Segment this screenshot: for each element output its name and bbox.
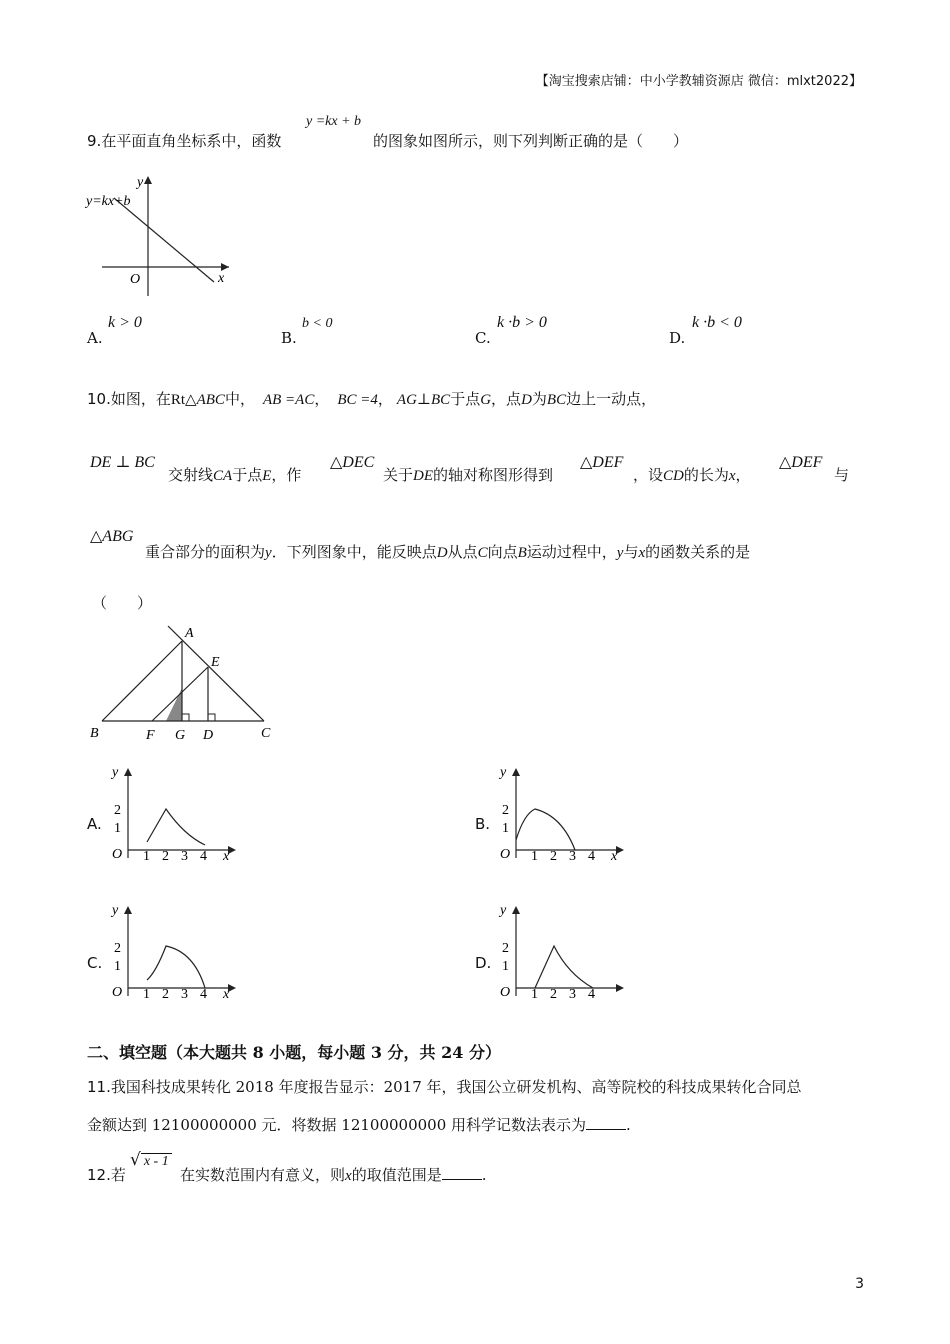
q10-d-xtick-4: 4	[588, 987, 595, 1002]
sqrt-icon: √	[130, 1150, 141, 1170]
q10-a-xtick-3: 3	[181, 849, 188, 864]
q9-y-label: y	[137, 175, 144, 190]
q10-text: 于点	[232, 466, 263, 484]
q9-option-b-letter: B.	[281, 329, 297, 347]
q10-option-d-graph	[494, 900, 634, 1004]
q10-g: G	[480, 392, 492, 408]
q10-line3	[145, 541, 750, 562]
q10-label-e: E	[211, 655, 220, 670]
q10-label-f: F	[146, 728, 155, 743]
section-2-title: 二、填空题（本大题共 8 小题，每小题 3 分，共 24 分）	[87, 1043, 501, 1062]
q10-b-x-label: x	[611, 849, 618, 864]
q9-x-label: x	[218, 271, 225, 286]
q9-option-c: k ·b > 0	[497, 314, 547, 331]
q9-y-arrow	[144, 176, 152, 184]
q11-text: 我国科技成果转化 2018 年度报告显示：2017 年，我国公立研发机构、高等院校的科技成果转化合同总	[110, 1078, 802, 1096]
q10-option-b-letter: B.	[475, 815, 491, 833]
q10-line2-a	[168, 464, 301, 485]
q10-text: 从点	[447, 543, 478, 561]
q10-y: y	[265, 545, 272, 561]
q10-a-x-label: x	[223, 849, 230, 864]
q10-d-xtick-3: 3	[569, 987, 576, 1002]
q10-text: 为	[531, 390, 547, 408]
q12-start	[87, 1164, 126, 1185]
q9-option-a-letter: A.	[87, 329, 103, 347]
page-number: 3	[855, 1276, 864, 1292]
q10-x: x	[638, 545, 646, 561]
q10-line2-c	[633, 464, 751, 485]
q10-text: 边上一动点，	[566, 390, 657, 408]
q10-label-c: C	[261, 726, 271, 741]
q12-answer-blank[interactable]	[442, 1178, 482, 1180]
q10-a-y-label: y	[112, 765, 119, 780]
q10-right-angle-d	[208, 714, 215, 721]
q10-c-x-label: x	[223, 987, 230, 1002]
q11-line2	[87, 1114, 631, 1135]
q10-ca: CA	[213, 468, 233, 484]
q11-end: .	[626, 1116, 631, 1134]
q10-text: 的长为	[683, 466, 729, 484]
q10-d: D	[436, 545, 448, 561]
q10-b-ytick-2: 2	[502, 803, 509, 818]
q10-d: D	[521, 392, 532, 408]
q10-c-xtick-3: 3	[181, 987, 188, 1002]
q10-text: 运动过程中，	[526, 543, 617, 561]
q10-a-ytick-2: 2	[114, 803, 121, 818]
q10-right-angle-g	[182, 714, 189, 721]
q12-end: .	[481, 1166, 487, 1184]
q10-x: x	[728, 468, 736, 484]
q10-formula-def: △DEF	[580, 454, 624, 471]
q10-d-y-arrow	[512, 906, 520, 914]
q10-line2-b	[383, 464, 553, 485]
q10-cd: CD	[663, 468, 684, 484]
q10-option-b-graph	[494, 762, 634, 866]
q10-formula-def-2: △DEF	[779, 454, 823, 471]
q10-b-xtick-1: 1	[531, 849, 538, 864]
q10-d-xtick-2: 2	[550, 987, 557, 1002]
q10-line2-d: 与	[834, 466, 850, 484]
q12-rest	[180, 1164, 486, 1185]
q10-label-b: B	[90, 726, 99, 741]
q12-radicand: x - 1	[141, 1153, 172, 1170]
q10-b-xtick-4: 4	[588, 849, 595, 864]
q9-option-a: k > 0	[108, 314, 142, 331]
q10-text: 交射线	[168, 466, 214, 484]
q10-perp: AG⊥BC	[396, 392, 451, 408]
q10-number: 10.	[87, 390, 111, 408]
q9-x-arrow	[221, 263, 229, 271]
q10-option-c-graph	[106, 900, 246, 1004]
q10-abc: ABC	[196, 392, 225, 408]
q10-answer-paren: （ ）	[92, 594, 153, 612]
q10-text: 的函数关系的是	[645, 543, 751, 561]
q10-c-y-label: y	[112, 903, 119, 918]
q10-text: ，点	[491, 390, 522, 408]
q10-c-ytick-2: 2	[114, 941, 121, 956]
q12-x: x	[345, 1168, 352, 1184]
q9-formula: y =kx + b	[306, 114, 362, 129]
q10-label-a: A	[185, 626, 194, 641]
q10-b-y-label: y	[500, 765, 507, 780]
q12-text: 在实数范围内有意义，则	[180, 1166, 346, 1184]
q10-line1	[87, 388, 656, 409]
q10-text: 向点	[487, 543, 518, 561]
q10-option-a-graph	[106, 762, 246, 866]
q12-number: 12.	[87, 1166, 111, 1184]
q10-text: ，设	[633, 466, 664, 484]
q10-c-origin: O	[112, 985, 123, 1000]
q10-option-d-letter: D.	[475, 954, 492, 972]
q10-d-x-arrow	[616, 984, 624, 992]
q10-text: ，	[314, 390, 330, 408]
q10-figure	[84, 620, 284, 745]
q11-text: 金额达到 12100000000 元．将数据 12100000000 用科学记数法表示为	[87, 1116, 587, 1134]
q10-label-g: G	[175, 728, 186, 743]
q11-answer-blank[interactable]	[586, 1128, 626, 1130]
q10-text: 如图，在	[110, 390, 171, 408]
q10-formula-abg: △ABG	[90, 528, 134, 545]
q10-text: 与	[623, 543, 639, 561]
q10-a-y-arrow	[124, 768, 132, 776]
q11-number: 11.	[87, 1078, 111, 1096]
q10-b-xtick-2: 2	[550, 849, 557, 864]
q10-d-ytick-2: 2	[502, 941, 509, 956]
q10-d-curve	[535, 946, 593, 988]
q10-y: y	[616, 545, 624, 561]
q10-text: 于点	[450, 390, 481, 408]
q10-c-ytick-1: 1	[114, 959, 121, 974]
q10-e: E	[262, 468, 272, 484]
q10-d-ytick-1: 1	[502, 959, 509, 974]
q10-text: 中，	[224, 390, 255, 408]
q12-text: 的取值范围是	[351, 1166, 442, 1184]
q10-c-xtick-2: 2	[162, 987, 169, 1002]
q9-option-d: k ·b < 0	[692, 314, 742, 331]
q10-label-d: D	[203, 728, 214, 743]
q10-formula-dec: △DEC	[330, 454, 375, 471]
q10-a-xtick-4: 4	[200, 849, 207, 864]
q9-option-c-letter: C.	[475, 329, 491, 347]
q9-line	[114, 198, 214, 282]
q10-text: 的轴对称图形得到	[433, 466, 554, 484]
q10-rt: Rt△	[170, 392, 197, 408]
q10-side-ab	[102, 641, 182, 721]
q10-b-xtick-3: 3	[569, 849, 576, 864]
q9-graph	[84, 172, 234, 300]
q10-option-a-letter: A.	[87, 815, 102, 833]
q10-eq2: BC =4	[337, 392, 378, 408]
q9-text-after: 的图象如图所示，则下列判断正确的是（ ）	[373, 132, 689, 150]
q10-b-y-arrow	[512, 768, 520, 776]
q11-line1	[87, 1076, 802, 1097]
q10-formula-de-perp-bc: DE ⊥ BC	[90, 454, 155, 471]
q10-text: ，	[377, 390, 393, 408]
q10-de: DE	[413, 468, 434, 484]
q10-b: B	[517, 545, 527, 561]
q10-bc: BC	[546, 392, 567, 408]
q10-a-xtick-1: 1	[143, 849, 150, 864]
q10-c-xtick-1: 1	[143, 987, 150, 1002]
q10-text: ，	[735, 466, 751, 484]
q9-stem	[87, 130, 281, 151]
q12-text: 若	[110, 1166, 126, 1184]
q10-b-origin: O	[500, 847, 511, 862]
q10-a-xtick-2: 2	[162, 849, 169, 864]
q10-c: C	[477, 545, 488, 561]
q10-c-xtick-4: 4	[200, 987, 207, 1002]
q10-text: ．下列图象中，能反映点	[271, 543, 437, 561]
q10-c-curve	[147, 946, 205, 988]
q10-option-c-letter: C.	[87, 954, 103, 972]
q10-a-ytick-1: 1	[114, 821, 121, 836]
q10-a-curve	[147, 809, 205, 845]
q10-d-origin: O	[500, 985, 511, 1000]
q9-option-b: b < 0	[302, 316, 333, 331]
page-header: 【淘宝搜索店铺：中小学教辅资源店 微信：mlxt2022】	[535, 74, 862, 89]
q10-b-ytick-1: 1	[502, 821, 509, 836]
q10-eq1: AB =AC	[262, 392, 315, 408]
q9-text-before: 在平面直角坐标系中，函数	[101, 132, 282, 150]
q9-option-d-letter: D.	[669, 329, 686, 347]
q12-sqrt	[130, 1150, 172, 1170]
q9-number: 9.	[87, 132, 102, 150]
q10-c-y-arrow	[124, 906, 132, 914]
q10-text: 重合部分的面积为	[145, 543, 266, 561]
q10-a-origin: O	[112, 847, 123, 862]
q10-d-xtick-1: 1	[531, 987, 538, 1002]
q10-text: ，作	[271, 466, 302, 484]
q10-b-curve	[516, 809, 575, 850]
q9-line-label: y=kx+b	[86, 194, 131, 209]
q9-origin: O	[130, 272, 141, 287]
q10-text: 关于	[383, 466, 414, 484]
q10-d-y-label: y	[500, 903, 507, 918]
